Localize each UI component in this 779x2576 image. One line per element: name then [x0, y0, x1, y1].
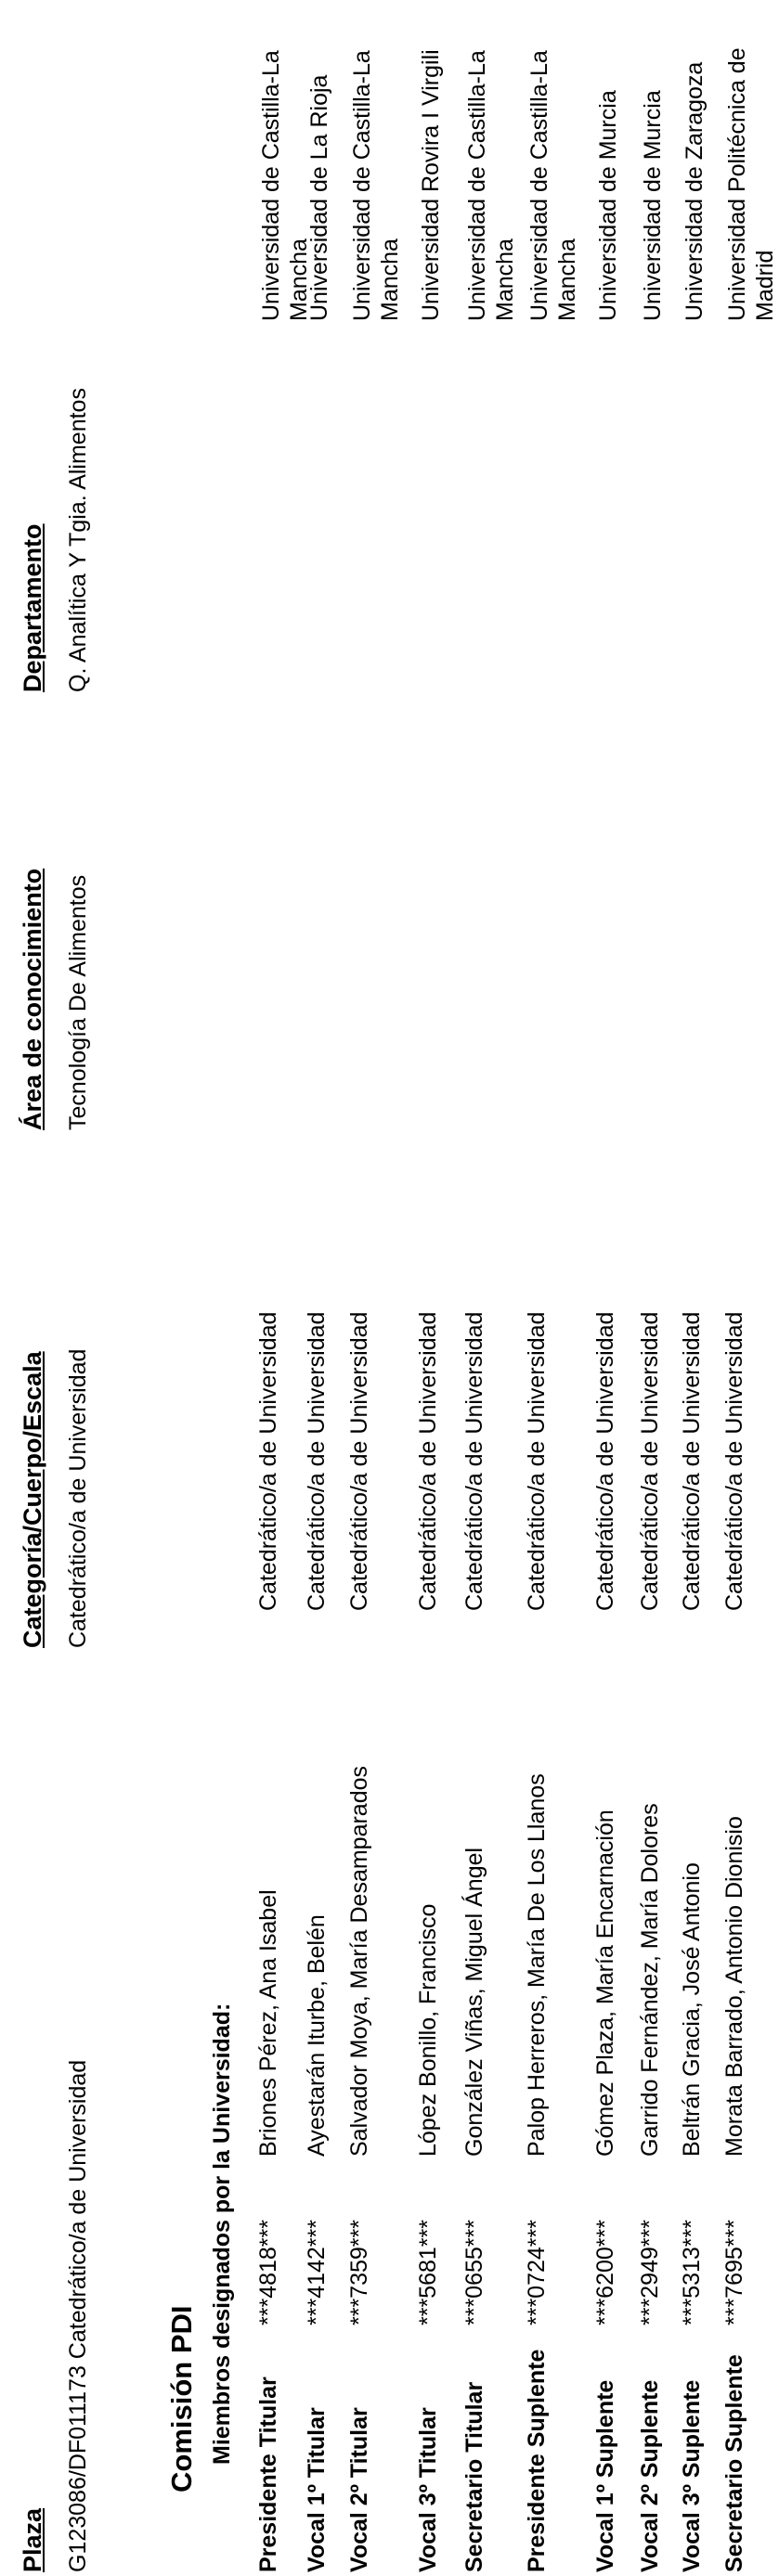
member-role: Secretario Suplente	[721, 2354, 747, 2572]
member-category: Catedrático/a de Universidad	[304, 1311, 330, 1611]
member-role: Vocal 2º Suplente	[637, 2379, 663, 2572]
member-category: Catedrático/a de Universidad	[592, 1311, 618, 1611]
member-id: ***4142***	[304, 2220, 330, 2325]
plaza-code: G123086/DF011173 Catedrático/a de Universidad	[65, 2059, 91, 2572]
member-role: Vocal 3º Titular	[415, 2407, 441, 2572]
member-name: Salvador Moya, María Desamparados	[346, 1765, 372, 2157]
member-university: Universidad de Murcia	[595, 90, 621, 321]
member-category: Catedrático/a de Universidad	[415, 1311, 441, 1611]
member-id: ***2949***	[637, 2220, 663, 2325]
member-name: Morata Barrado, Antonio Dionisio	[721, 1816, 747, 2157]
member-id: ***0724***	[524, 2220, 550, 2325]
header-departamento: Departamento	[19, 523, 46, 692]
member-category: Catedrático/a de Universidad	[461, 1311, 487, 1611]
member-university: Universidad Politécnica de Madrid	[724, 47, 778, 321]
member-role: Vocal 3º Suplente	[679, 2379, 705, 2572]
member-university: Universidad de La Rioja	[306, 74, 332, 321]
member-category: Catedrático/a de Universidad	[524, 1311, 550, 1611]
member-role: Vocal 1º Titular	[304, 2407, 330, 2572]
member-category: Catedrático/a de Universidad	[679, 1311, 705, 1611]
commission-subtitle: Miembros designados por la Universidad:	[209, 2003, 235, 2465]
member-id: ***5313***	[679, 2220, 705, 2325]
member-id: ***6200***	[592, 2220, 618, 2325]
member-name: Beltrán Gracia, José Antonio	[679, 1862, 705, 2157]
header-area: Área de conocimiento	[19, 868, 46, 1130]
plaza-departamento: Q. Analítica Y Tgia. Alimentos	[65, 388, 91, 692]
member-category: Catedrático/a de Universidad	[346, 1311, 372, 1611]
member-id: ***4818***	[255, 2220, 281, 2325]
member-role: Secretario Titular	[461, 2381, 487, 2572]
member-role: Presidente Suplente	[524, 2349, 550, 2572]
header-categoria: Categoría/Cuerpo/Escala	[19, 1351, 46, 1648]
member-id: ***7695***	[721, 2220, 747, 2325]
member-university: Universidad de Castilla-La Mancha	[526, 50, 580, 321]
member-university: Universidad Rovira I Virgili	[418, 49, 444, 321]
member-name: Briones Pérez, Ana Isabel	[255, 1889, 281, 2157]
plaza-categoria: Catedrático/a de Universidad	[65, 1348, 91, 1648]
member-id: ***7359***	[346, 2220, 372, 2325]
member-name: Ayestarán Iturbe, Belén	[304, 1914, 330, 2157]
member-university: Universidad de Zaragoza	[682, 61, 708, 321]
plaza-area: Tecnología De Alimentos	[65, 874, 91, 1130]
header-plaza: Plaza	[19, 2507, 46, 2572]
member-name: Garrido Fernández, María Dolores	[637, 1803, 663, 2157]
member-role: Vocal 2º Titular	[346, 2407, 372, 2572]
member-university: Universidad de Castilla-La Mancha	[464, 50, 518, 321]
member-role: Vocal 1º Suplente	[592, 2379, 618, 2572]
member-role: Presidente Titular	[255, 2376, 281, 2572]
member-category: Catedrático/a de Universidad	[255, 1311, 281, 1611]
member-name: López Bonillo, Francisco	[415, 1903, 441, 2157]
member-category: Catedrático/a de Universidad	[637, 1311, 663, 1611]
member-name: González Viñas, Miguel Ángel	[461, 1847, 487, 2157]
member-university: Universidad de Murcia	[640, 90, 666, 321]
member-university: Universidad de Castilla-La Mancha	[349, 50, 403, 321]
member-id: ***0655***	[461, 2220, 487, 2325]
member-category: Catedrático/a de Universidad	[721, 1311, 747, 1611]
member-name: Gómez Plaza, María Encarnación	[592, 1810, 618, 2157]
member-id: ***5681***	[415, 2220, 441, 2325]
commission-title: Comisión PDI	[165, 2305, 198, 2492]
member-university: Universidad de Castilla-La Mancha	[258, 50, 312, 321]
member-name: Palop Herreros, María De Los Llanos	[524, 1773, 550, 2157]
